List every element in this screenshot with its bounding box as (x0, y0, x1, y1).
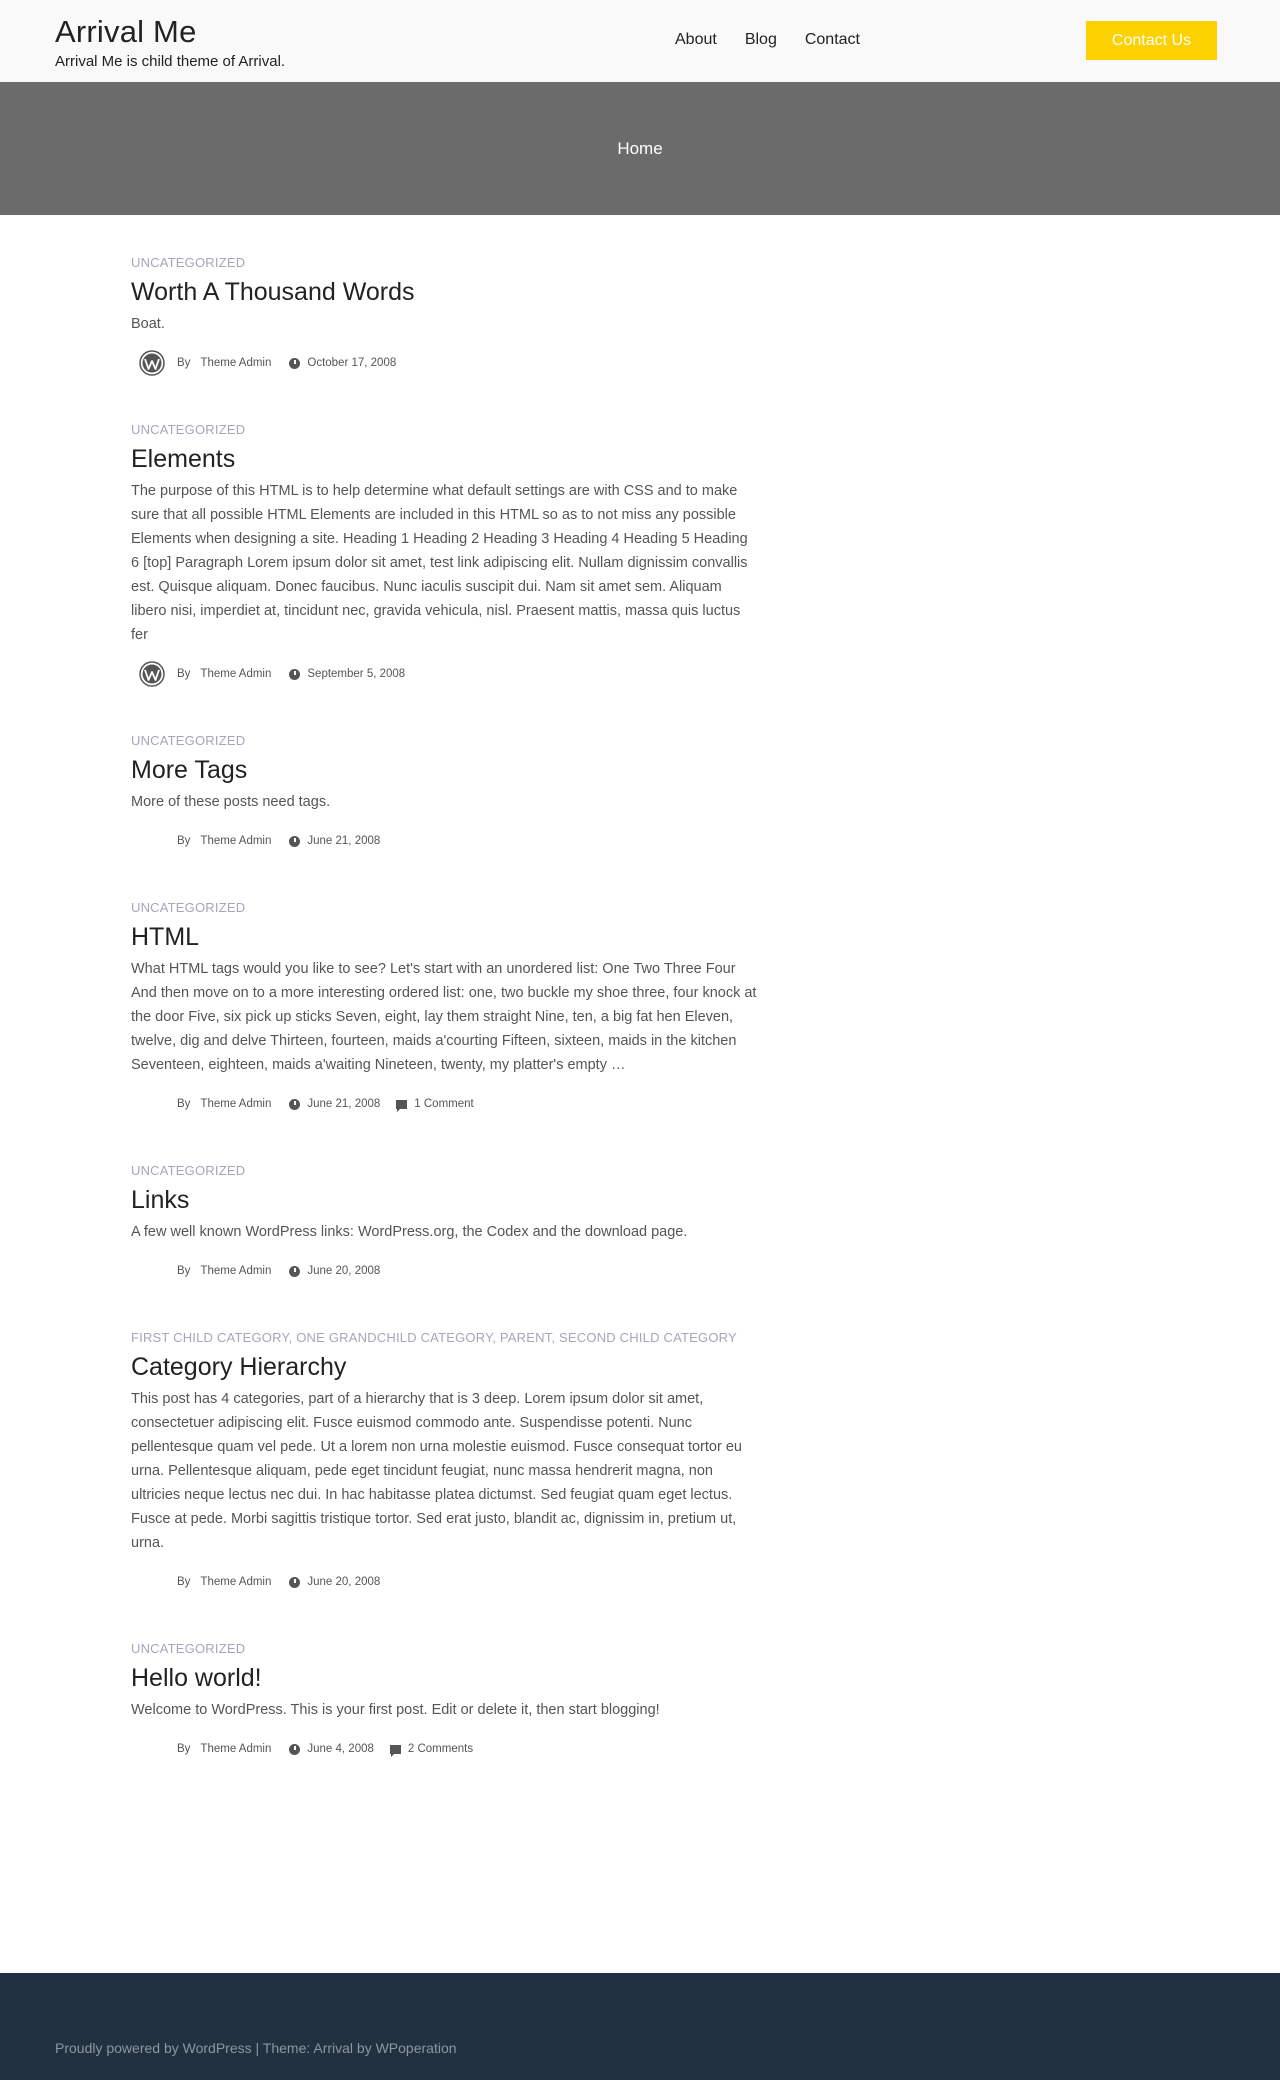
post-item (131, 1163, 757, 1288)
post-date (289, 668, 405, 680)
post-author-link[interactable]: Theme Admin (200, 835, 272, 847)
wordpress-avatar-icon (137, 659, 167, 689)
post-title-link[interactable]: Worth A Thousand Words (131, 278, 415, 306)
post-meta (131, 1732, 757, 1766)
avatar (137, 1256, 167, 1286)
post-excerpt: More of these posts need tags. (131, 794, 331, 810)
post-date (289, 835, 380, 847)
main-content (0, 215, 1280, 1766)
post-category (131, 1163, 757, 1179)
page-banner (0, 82, 1280, 215)
post-item (131, 733, 757, 858)
post-title (131, 1351, 757, 1383)
post-date-link[interactable]: June 21, 2008 (307, 1098, 381, 1110)
avatar (137, 1567, 167, 1597)
post-category (131, 422, 757, 438)
post-comments (390, 1743, 473, 1755)
post-item (131, 1330, 757, 1599)
page-title: Home (617, 138, 663, 158)
footer-powered-link[interactable]: Proudly powered by WordPress (55, 2040, 252, 2056)
footer-theme-link[interactable]: Theme: Arrival by WPoperation (262, 2040, 457, 2056)
post-title (131, 921, 757, 953)
main-navigation (675, 30, 860, 50)
post-author-link[interactable]: Theme Admin (200, 357, 272, 369)
post-date-link[interactable]: June 21, 2008 (307, 835, 381, 847)
post-title-link[interactable]: Hello world! (131, 1664, 262, 1692)
nav-item-about[interactable]: About (675, 31, 717, 48)
post-item (131, 255, 757, 380)
post-title (131, 276, 757, 308)
post-meta (131, 346, 757, 380)
post-date-link[interactable]: June 20, 2008 (307, 1576, 381, 1588)
post-excerpt: Boat. (131, 316, 165, 332)
post-category-link[interactable]: UNCATEGORIZED (131, 1163, 246, 1178)
post-date (289, 1265, 380, 1277)
comment-icon (396, 1100, 407, 1109)
post-date (289, 1576, 380, 1588)
post-category-link[interactable]: UNCATEGORIZED (131, 900, 246, 915)
avatar (137, 1734, 167, 1764)
post-author-link[interactable]: Theme Admin (200, 1576, 272, 1588)
post-title (131, 754, 757, 786)
post-item (131, 422, 757, 691)
post-author-link[interactable]: Theme Admin (200, 1098, 272, 1110)
post-category (131, 1641, 757, 1657)
post-date (289, 1098, 380, 1110)
site-footer (0, 1973, 1280, 2080)
nav-item-contact[interactable]: Contact (804, 31, 860, 48)
post-title (131, 1662, 757, 1694)
post-title (131, 443, 757, 475)
avatar (137, 826, 167, 856)
clock-icon (289, 836, 300, 847)
post-date-link[interactable]: June 20, 2008 (307, 1265, 381, 1277)
meta-by-label: By (177, 1743, 191, 1755)
post-title-link[interactable]: Links (131, 1186, 190, 1214)
post-title-link[interactable]: HTML (131, 923, 200, 951)
meta-by-label: By (177, 1265, 191, 1277)
site-header (0, 0, 1280, 82)
clock-icon (289, 669, 300, 680)
meta-by-label: By (177, 668, 191, 680)
site-branding (55, 14, 285, 72)
clock-icon (289, 1577, 300, 1588)
post-date (289, 357, 396, 369)
post-excerpt: The purpose of this HTML is to help determine what default settings are with CSS and to make sure that all possible HTML Elements are included in this HTML so as to not miss any possible Elements when designing a site. Heading 1 Heading 2 Heading 3 Heading 4 Heading 5 Heading 6 [top] Paragraph Lorem ipsum dolor sit amet, test link adipiscing elit. Nullam dignissim convallis est. Quisque aliquam. Donec faucibus. Nunc iaculis suscipit dui. Nam sit amet sem. Aliquam libero nisi, imperdiet at, tincidunt nec, gravida vehicula, nisl. Praesent mattis, massa quis luctus fer (131, 483, 748, 643)
post-title-link[interactable]: More Tags (131, 756, 248, 784)
wordpress-avatar-icon (137, 348, 167, 378)
clock-icon (289, 1266, 300, 1277)
site-title[interactable]: Arrival Me (55, 14, 197, 49)
post-excerpt: This post has 4 categories, part of a hierarchy that is 3 deep. Lorem ipsum dolor sit amet, consectetuer adipiscing elit. Fusce euismod commodo ante. Suspendisse potenti. Nunc pellentesque quam vel pede. Ut a lorem non urna molestie euismod. Fusce consequat tortor eu urna. Pellentesque aliquam, pede eget tincidunt feugiat, nunc massa hendrerit magna, non ultricies neque lectus nec dui. In hac habitasse platea dictumst. Sed feugiat quam eget lectus. Fusce at pede. Morbi sagittis tristique tortor. Sed erat justo, blandit ac, dignissim in, pretium ut, urna. (131, 1391, 742, 1551)
comment-icon (390, 1745, 401, 1754)
post-author-link[interactable]: Theme Admin (200, 1743, 272, 1755)
post-category (131, 733, 757, 749)
post-date-link[interactable]: October 17, 2008 (307, 357, 397, 369)
post-comments-link[interactable]: 2 Comments (407, 1743, 474, 1755)
post-meta (131, 1254, 757, 1288)
post-author-link[interactable]: Theme Admin (200, 1265, 272, 1277)
contact-us-button[interactable]: Contact Us (1086, 21, 1217, 60)
post-category (131, 1330, 757, 1346)
clock-icon (289, 1744, 300, 1755)
post-date-link[interactable]: June 4, 2008 (307, 1743, 374, 1755)
post-title (131, 1184, 757, 1216)
footer-credits (55, 2039, 457, 2057)
post-meta (131, 657, 757, 691)
post-meta (131, 1087, 757, 1121)
post-item (131, 900, 757, 1121)
clock-icon (289, 358, 300, 369)
meta-by-label: By (177, 1098, 191, 1110)
meta-by-label: By (177, 1576, 191, 1588)
post-meta (131, 824, 757, 858)
post-category-link[interactable]: UNCATEGORIZED (131, 422, 246, 437)
post-comments (396, 1098, 473, 1110)
post-category-link[interactable]: UNCATEGORIZED (131, 255, 246, 270)
post-category (131, 255, 757, 271)
post-excerpt: Welcome to WordPress. This is your first post. Edit or delete it, then start blogging! (131, 1702, 660, 1718)
post-meta (131, 1565, 757, 1599)
post-comments-link[interactable]: 1 Comment (414, 1098, 474, 1110)
post-category-link[interactable]: FIRST CHILD CATEGORY, ONE GRANDCHILD CATEGORY, PARENT, SECOND CHILD CATEGORY (131, 1330, 737, 1345)
nav-item-blog[interactable]: Blog (744, 31, 777, 48)
post-author-link[interactable]: Theme Admin (200, 668, 272, 680)
post-date (289, 1743, 374, 1755)
clock-icon (289, 1099, 300, 1110)
post-excerpt: A few well known WordPress links: WordPress.org, the Codex and the download page. (131, 1224, 688, 1240)
post-category (131, 900, 757, 916)
post-category-link[interactable]: UNCATEGORIZED (131, 1641, 246, 1656)
post-excerpt: What HTML tags would you like to see? Let's start with an unordered list: One Two Three Four And then move on to a more interesting ordered list: one, two buckle my shoe three, four knock at the door Five, six pick up sticks Seven, eight, lay them straight Nine, ten, a big fat hen Eleven, twelve, dig and delve Thirteen, fourteen, maids a'courting Fifteen, sixteen, maids in the kitchen Seventeen, eighteen, maids a'waiting Nineteen, twenty, my platter's empty … (131, 961, 757, 1073)
post-date-link[interactable]: September 5, 2008 (307, 668, 406, 680)
post-item (131, 1641, 757, 1766)
post-title-link[interactable]: Elements (131, 445, 236, 473)
avatar (137, 1089, 167, 1119)
post-category-link[interactable]: UNCATEGORIZED (131, 733, 246, 748)
site-description: Arrival Me is child theme of Arrival. (55, 53, 286, 70)
footer-separator: | (251, 2040, 263, 2056)
post-title-link[interactable]: Category Hierarchy (131, 1353, 347, 1381)
post-list (131, 215, 757, 1766)
meta-by-label: By (177, 835, 191, 847)
meta-by-label: By (177, 357, 191, 369)
